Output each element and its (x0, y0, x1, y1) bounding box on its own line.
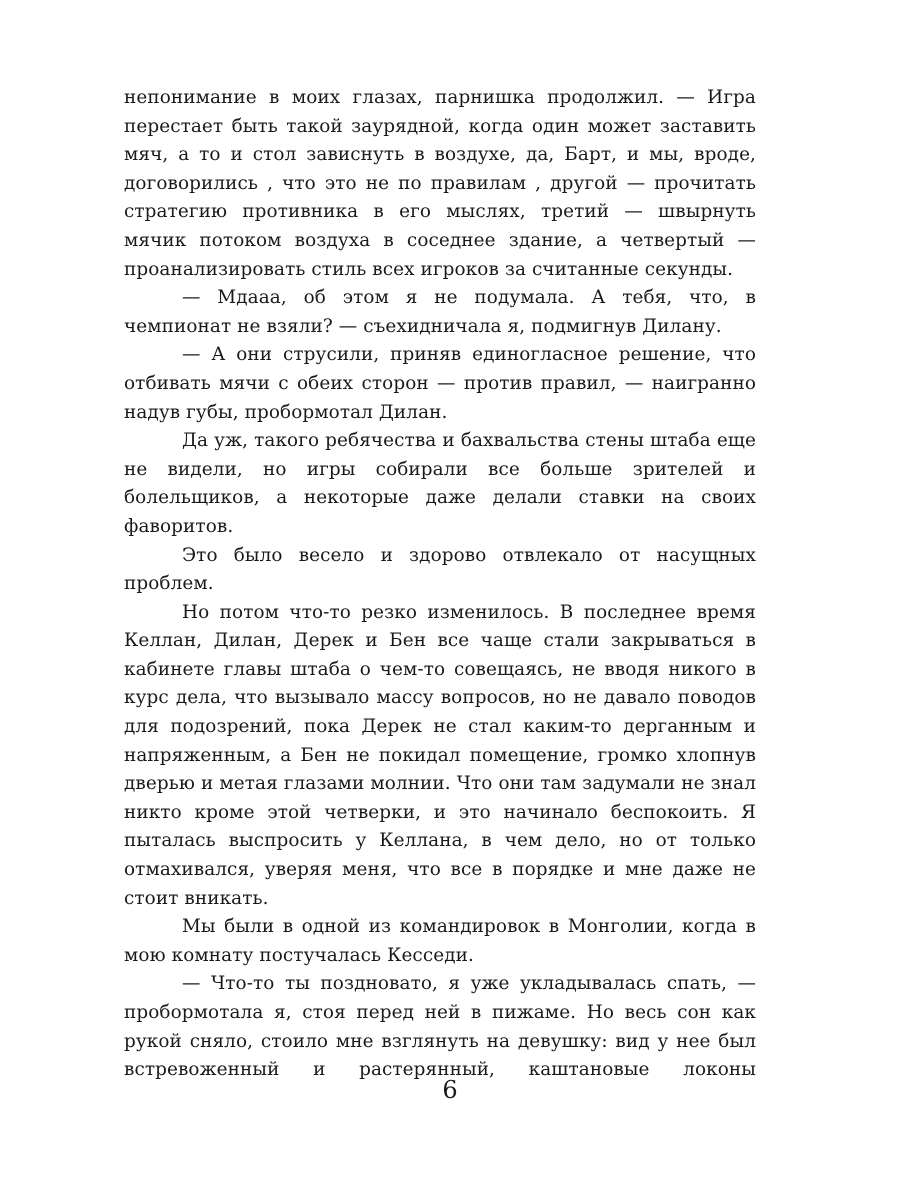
paragraph: Но потом что-то резко изменилось. В последнее время Келлан, Дилан, Дерек и Бен все чаще стали закрываться в кабинете главы штаба о чем-то совещаясь, не вводя никого в курс дела, что вызывало массу вопросов, но не давало поводов для подозрений, пока Дерек не стал каким-то дерганным и напряженным, а Бен не покидал помещение, громко хлопнув дверью и метая глазами молнии. Что они там задумали не знал никто кроме этой четверки, и это начинало беспокоить. Я пыталась выспросить у Келлана, в чем дело, но от только отмахивался, уверяя меня, что все в порядке и мне даже не стоит вникать. (124, 601, 756, 909)
paragraph: Это было весело и здорово отвлекало от насущных проблем. (124, 544, 756, 595)
paragraph: — А они струсили, приняв единогласное решение, что отбивать мячи с обеих сторон — против правил, — наигранно надув губы, пробормотал Дилан. (124, 344, 756, 423)
page-number: 6 (442, 1076, 458, 1104)
paragraph: Мы были в одной из командировок в Монголии, когда в мою комнату постучалась Кесседи. (124, 916, 756, 966)
paragraph: — Что-то ты поздновато, я уже укладывалась спать, — пробормотала я, стоя перед ней в пижаме. Но весь сон как рукой сняло, стоило мне взглянуть на девушку: вид у нее был встревоженный и растерянный, каштановые локоны (124, 973, 756, 1081)
paragraph: непонимание в моих глазах, парнишка продолжил. — Игра перестает быть такой заурядной, когда один может заставить мяч, а то и стол зависнуть в воздухе, да, Барт, и мы, вроде, договорились , что это не по правилам , другой — прочитать стратегию противника в его мыслях, третий — швырнуть мячик потоком воздуха в соседнее здание, а четвертый — проанализировать стиль всех игроков за считанные секунды. (124, 87, 756, 280)
body-text (124, 84, 756, 1085)
paragraph: — Мдааа, об этом я не подумала. А тебя, что, в чемпионат не взяли? — съехидничала я, подмигнув Дилану. (124, 287, 756, 337)
paragraph: Да уж, такого ребячества и бахвальства стены штаба еще не видели, но игры собирали все больше зрителей и болельщиков, а некоторые даже делали ставки на своих фаворитов. (124, 430, 756, 537)
